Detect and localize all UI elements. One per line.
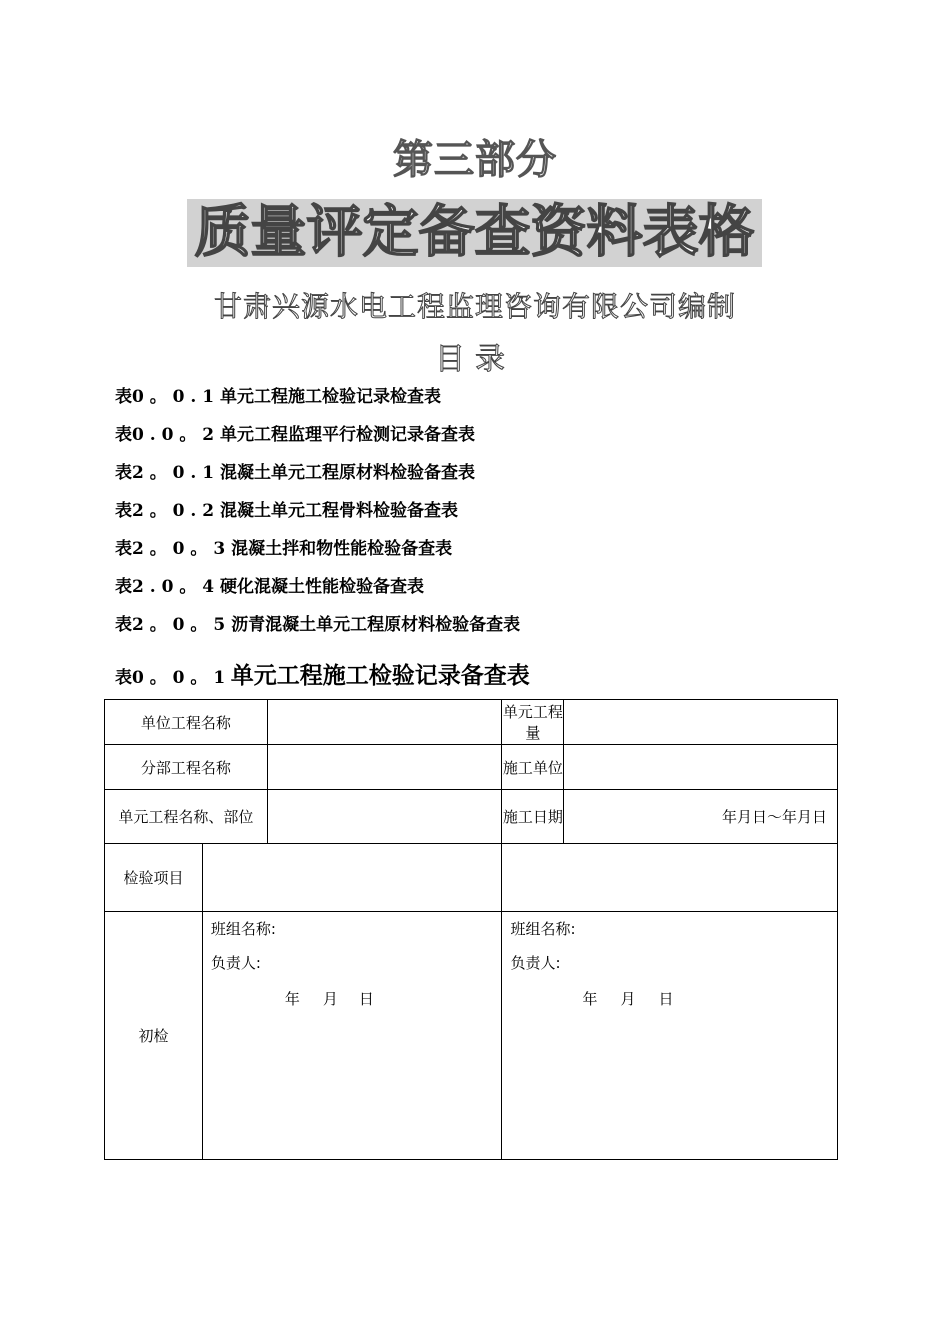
signature-block-right[interactable]	[502, 912, 838, 1160]
form-title-text: 单元工程施工检验记录备查表	[230, 662, 530, 689]
construction-date-label: 施工日期	[502, 790, 564, 844]
day-label: 日	[358, 990, 374, 1008]
toc-item: 表2 。 0 。 5 沥青混凝土单元工程原材料检验备查表	[115, 615, 521, 635]
part-heading: 第三部分	[393, 137, 557, 183]
month-label: 月	[322, 990, 338, 1008]
form-title-number: 表0 。 0 。 1	[115, 668, 226, 688]
element-quantity-value[interactable]	[564, 700, 838, 745]
toc-title: 目录	[435, 342, 515, 377]
toc-item: 表2 。 0 。 3 混凝土拌和物性能检验备查表	[115, 539, 453, 559]
sub-project-label: 分部工程名称	[105, 745, 268, 790]
contractor-label: 施工单位	[502, 745, 564, 790]
toc-item: 表2 。 0 . 1 混凝土单元工程原材料检验备查表	[115, 463, 475, 483]
toc-item: 表2 . 0 。 4 硬化混凝土性能检验备查表	[115, 577, 424, 597]
inspection-item-label: 检验项目	[105, 844, 203, 912]
inspection-item-left[interactable]	[202, 844, 502, 912]
date-range: 年月日～年月日	[564, 790, 838, 844]
main-title-highlight	[187, 199, 762, 267]
team-name-label: 班组名称:	[510, 920, 576, 938]
form-title	[115, 657, 530, 690]
initial-check-label: 初检	[105, 912, 203, 1160]
unit-project-label: 单位工程名称	[105, 700, 268, 745]
element-name-value[interactable]	[267, 790, 502, 844]
team-name-label: 班组名称:	[210, 920, 276, 938]
year-label: 年	[284, 990, 300, 1008]
element-name-label: 单元工程名称、部位	[105, 790, 268, 844]
leader-label: 负责人:	[210, 954, 261, 972]
main-title: 质量评定备查资料表格	[194, 200, 755, 265]
year-label: 年	[582, 990, 598, 1008]
toc-item: 表2 。 0 . 2 混凝土单元工程骨料检验备查表	[115, 501, 458, 521]
toc-item: 表0 . 0 。 2 单元工程监理平行检测记录备查表	[115, 425, 475, 445]
unit-project-value[interactable]	[267, 700, 502, 745]
toc-item: 表0 。 0 . 1 单元工程施工检验记录检查表	[115, 387, 441, 407]
month-label: 月	[620, 990, 636, 1008]
contractor-value[interactable]	[564, 745, 838, 790]
leader-label: 负责人:	[510, 954, 561, 972]
signature-block-left[interactable]	[202, 912, 502, 1160]
inspection-record-table	[104, 699, 838, 1160]
sub-project-value[interactable]	[267, 745, 502, 790]
inspection-item-right[interactable]	[502, 844, 838, 912]
element-quantity-label: 单元工程量	[502, 700, 564, 745]
company-name: 甘肃兴源水电工程监理咨询有限公司编制	[213, 290, 736, 323]
day-label: 日	[658, 990, 674, 1008]
